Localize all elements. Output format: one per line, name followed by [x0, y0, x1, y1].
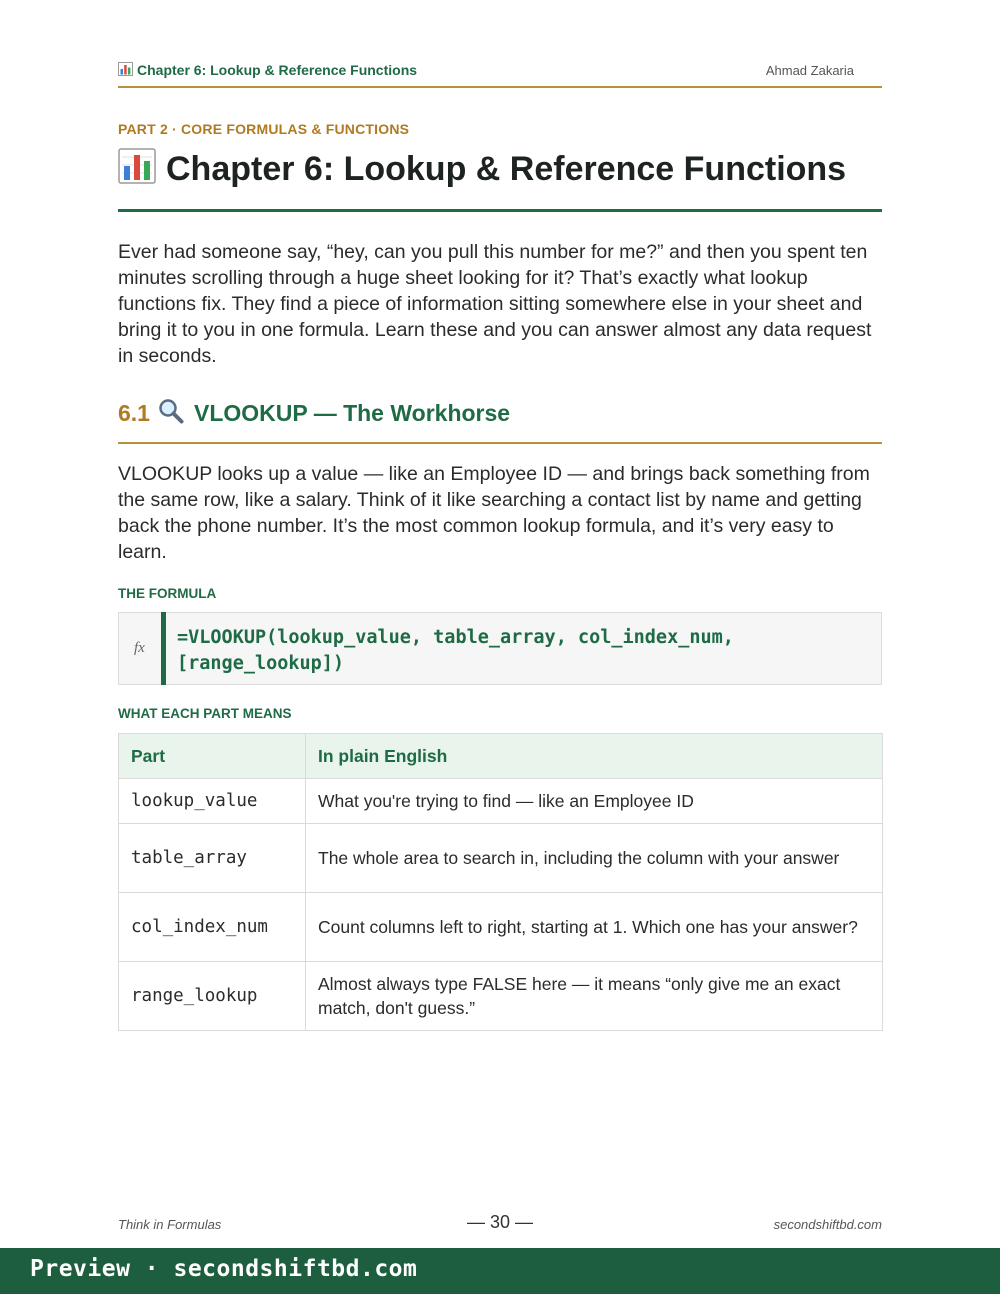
footer-book-title: Think in Formulas — [118, 1217, 222, 1232]
formula-accent-bar — [161, 612, 166, 685]
footer-site: secondshiftbd.com — [773, 1217, 882, 1232]
intro-paragraph: Ever had someone say, “hey, can you pull this number for me?” and then you spent ten minutes scrolling through a huge sheet looking for it? That’s exactly what lookup functions fix. They find a piece of information sitting somewhere else in your sheet and bring it to you in one formula. Learn these and you can answer almost any data request in seconds. — [118, 241, 872, 367]
bar-chart-icon — [118, 62, 133, 76]
part-label: PART 2 · CORE FORMULAS & FUNCTIONS — [118, 121, 410, 137]
table-label: WHAT EACH PART MEANS — [118, 706, 292, 721]
section-heading — [118, 398, 882, 444]
magnifier-icon — [158, 398, 184, 424]
part-name: col_index_num — [119, 893, 306, 962]
running-header — [118, 60, 882, 88]
section-title: VLOOKUP — The Workhorse — [193, 400, 511, 426]
header-chapter — [118, 62, 417, 78]
parts-table — [118, 733, 883, 1031]
table-row — [119, 779, 883, 824]
table-row — [119, 962, 883, 1031]
header-chapter-text: Chapter 6: Lookup & Reference Functions — [137, 62, 418, 78]
preview-banner — [0, 1248, 1000, 1294]
part-name: lookup_value — [119, 779, 306, 824]
fx-icon: fx — [134, 640, 145, 656]
page-number: — 30 — — [466, 1212, 534, 1232]
table-header-row — [119, 734, 883, 779]
part-name: range_lookup — [119, 962, 306, 1031]
formula-label: THE FORMULA — [118, 586, 217, 601]
part-meaning: Count columns left to right, starting at 1. Which one has your answer? — [306, 893, 883, 962]
section-body: VLOOKUP looks up a value — like an Employee ID — and brings back something from the same row, like a salary. Think of it like searching a contact list by name and getting back the phone number. It’s the most common lookup formula, and it’s very easy to learn. — [118, 463, 870, 563]
header-meaning: In plain English — [306, 734, 883, 779]
part-meaning: Almost always type FALSE here — it means “only give me an exact match, don't guess.” — [306, 962, 883, 1031]
formula-text: =VLOOKUP(lookup_value, table_array, col_index_num, [range_lookup]) — [177, 627, 734, 674]
preview-banner-text: Preview · secondshiftbd.com — [30, 1256, 418, 1282]
section-number: 6.1 — [118, 400, 150, 426]
chapter-title — [118, 148, 882, 212]
part-name: table_array — [119, 824, 306, 893]
part-meaning: The whole area to search in, including the column with your answer — [306, 824, 883, 893]
part-meaning: What you're trying to find — like an Employee ID — [306, 779, 883, 824]
formula-box — [118, 612, 882, 685]
header-part: Part — [119, 734, 306, 779]
table-row — [119, 824, 883, 893]
bar-chart-icon — [118, 148, 156, 184]
chapter-title-text: Chapter 6: Lookup & Reference Functions — [166, 150, 847, 188]
header-author: Ahmad Zakaria — [765, 63, 854, 78]
table-row — [119, 893, 883, 962]
